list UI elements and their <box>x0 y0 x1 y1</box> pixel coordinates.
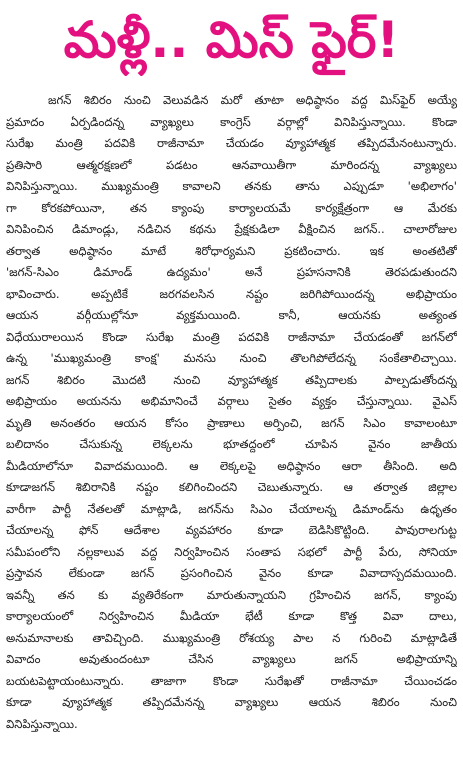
article-line: విధేయురాలయిన కొండా సురేఖ మంత్రి పదవికి రాజీనామా చేయడంతో జగన్‌లో <box>6 329 457 344</box>
article-line: బలిదానం చేసుకున్న లెక్కలను భూతద్దంలో చూపిన వైనం జాతీయ <box>6 437 457 451</box>
article-line: జగన్ శిబిరం మొదటి నుంచి వ్యూహాత్మక తప్పిదాలకు పాల్పడుతోందన్న <box>6 372 457 387</box>
article-line: వినిపిస్తున్నాయి. ముఖ్యమంత్రి కావాలని తనకు తాను ఎప్పుడూ 'అభిలాగం' <box>6 179 457 193</box>
article-line: చేయాలన్న ఫోన్ ఆదేశాల వ్యవహారం కూడా బెడిసికొట్టింది. పావురాలగుట్ట <box>6 523 457 537</box>
article-line: తర్వాత అధిష్ఠానం మాటే శిరోధార్యమని ప్రకటించారు. ఇక అంతటితో <box>6 243 457 258</box>
article-line: వినిపించిన డిమాండ్లు, నడిచిన కథను ప్రేక్షకుడిలా వీక్షించిన జగన్.. చాలారోజుల <box>6 222 457 236</box>
article-line: కూడాజగన్ శిబిరానికి నష్టం కలిగించిందని చెబుతున్నారు. ఆ తర్వాత జిల్లాల <box>6 480 457 494</box>
article-line: బయటపెట్టాయంటున్నారు. తాజాగా కొండా సురేఖతో రాజీనామా చేయించడం <box>6 673 457 688</box>
article-line: అనుమానాలకు తావిచ్చింది. ముఖ్యమంత్రి రోశయ్య పాల న గురించి మాట్లాడితే <box>6 630 457 645</box>
article-line: అభిప్రాయం అయనను అభిమానించే వర్గాలు సైతం వ్యక్తం చేస్తున్నాయి. వైఎస్ <box>6 394 457 408</box>
news-page <box>0 4 463 766</box>
article-line: మృతి అనంతరం ఆయన కోసం ప్రాణాలు అర్పించి, జగన్ సిఎం కావాలంటూ <box>6 415 457 430</box>
article-line: ప్రతిసారి ఆత్మరక్షణలో పడటం ఆనవాయితీగా మారిందన్న వ్యాఖ్యలు <box>6 157 457 172</box>
article-line: జగన్ శిబిరం నుంచి వెలువడిన మరో తూటా అధిష్ఠానం వద్ద మిస్‌ఫైర్ అయ్యే <box>48 93 457 107</box>
article-line: 'జగన్-సిఎం డిమాండ్ ఉద్యమం' అనే ప్రహసనానికి తెరపడుతుందని <box>6 265 457 279</box>
article-line: కూడా వ్యూహాత్మక తప్పిదమేనన్న వ్యాఖ్యలు ఆయన శిబిరం నుంచి <box>6 695 457 709</box>
article-line: సురేఖ మంత్రి పదవికి రాజీనామా చేయడం వ్యూహాత్మక తప్పిదమేనంటున్నారు. <box>6 136 457 150</box>
article-line: వారీగా పార్టీ నేతలతో మాట్లాడి, జగన్‌ను సిఎం చేయాలన్న డిమాండ్‌ను ఉధృతం <box>6 501 457 516</box>
article-line: ప్రస్తావన లేకుండా జగన్ ప్రసంగించిన వైనం కూడా వివాదాస్పదమయింది. <box>6 566 457 580</box>
article-line: కార్యాలయంలో నిర్వహించిన మీడియా భేటీ కూడా కొత్త వివా దాలు, <box>6 609 457 623</box>
article-line: ఉన్న 'ముఖ్యమంత్రి కాంక్ష' మనసు నుంచి తొలగిపోలేదన్న సంకేతాలిచ్చాయి. <box>6 351 457 365</box>
headline: మళ్లీ.. మిస్ ఫైర్! <box>63 11 400 69</box>
article-line: ఆయన వర్గీయుల్లోనూ వ్యక్తమయింది. కానీ, ఆయనకు అత్యంత <box>6 308 457 322</box>
article-line: వివాదం అవుతుందంటూ చేసిన వ్యాఖ్యలు జగన్ అభిప్రాయాన్ని <box>6 652 457 666</box>
article-line: సమీపంలోని నల్లకాలువ వద్ద నిర్వహించిన సంతాప సభలో పార్టీ పేరు, సోనియా <box>6 544 457 559</box>
article-line: మీడియాలోనూ వివాదమయింది. ఆ లెక్కలపై అధిష్ఠానం ఆరా తీసింది. అది <box>6 458 457 473</box>
article-body <box>6 90 457 735</box>
article-line: భావించారు. అప్పటికే జరగవలసిన నష్టం జరిగిపోయిందన్న అభిప్రాయం <box>6 286 457 301</box>
article-line: ఇవన్నీ తన కు వ్యతిరేకంగా మారుతున్నాయని గ్రహించిన జగన్, క్యాంపు <box>6 587 457 602</box>
article-line: వినిపిస్తున్నాయి. <box>6 716 78 731</box>
article-line: గా కోరకపోయినా, తన క్యాంపు కార్యాలయమే కార్యక్షేత్రంగా ఆ మేరకు <box>6 200 457 215</box>
article-line: ప్రమాదం ఏర్పడిందన్న వ్యాఖ్యలు కాంగ్రెస్ వర్గాల్లో వినిపిస్తున్నాయి. కొండా <box>6 114 457 129</box>
